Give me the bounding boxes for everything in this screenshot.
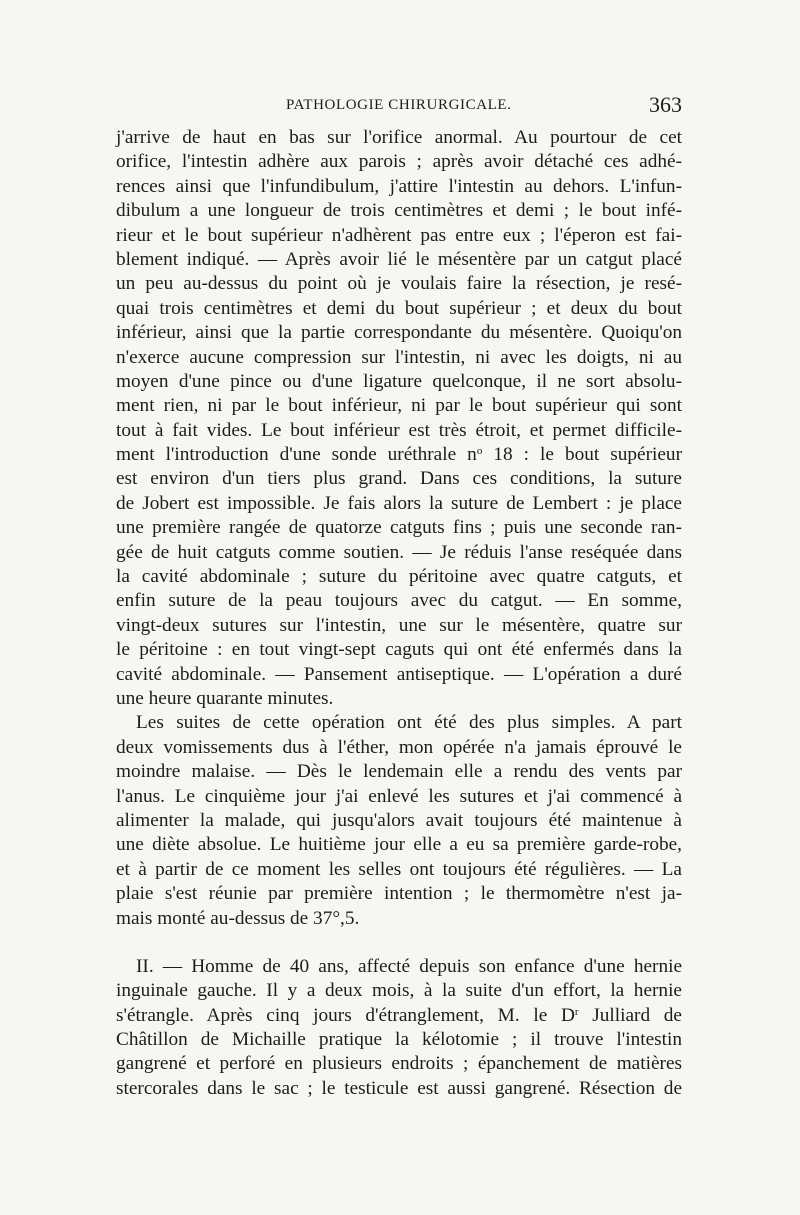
text-line: rences ainsi que l'infundibulum, j'attire l'intestin au dehors. L'infun- [116, 175, 682, 197]
superscript: r [574, 1005, 579, 1018]
text-line: gée de huit catguts comme soutien. — Je réduis l'anse reséquée dans [116, 541, 682, 563]
text-line: inguinale gauche. Il y a deux mois, à la suite d'un effort, la hernie [116, 980, 682, 1002]
text-line: l'anus. Le cinquième jour j'ai enlevé les sutures et j'ai commencé à [116, 785, 682, 807]
text-line: de Jobert est impossible. Je fais alors la suture de Lembert : je place [116, 492, 682, 514]
text-line: la cavité abdominale ; suture du péritoine avec quatre catguts, et [116, 566, 682, 588]
text-line: rieur et le bout supérieur n'adhèrent pas entre eux ; l'éperon est fai- [116, 224, 682, 246]
text-fragment: 18 : le bout supérieur [482, 444, 682, 466]
text-line: et à partir de ce moment les selles ont toujours été régulières. — La [116, 858, 682, 880]
text-line: gangrené et perforé en plusieurs endroits ; épanchement de matières [116, 1053, 682, 1075]
text-line: une diète absolue. Le huitième jour elle a eu sa première garde-robe, [116, 834, 682, 856]
text-line: ment rien, ni par le bout inférieur, ni par le bout supérieur qui sont [116, 395, 682, 417]
text-line: deux vomissements dus à l'éther, mon opérée n'a jamais éprouvé le [116, 736, 682, 758]
paragraph-first-line: II. — Homme de 40 ans, affecté depuis son enfance d'une hernie [136, 955, 682, 977]
text-line: un peu au-dessus du point où je voulais faire la résection, je resé- [116, 273, 682, 295]
text-line: enfin suture de la peau toujours avec du catgut. — En somme, [116, 590, 682, 612]
text-line: moyen d'une pince ou d'une ligature quelconque, il ne sort absolu- [116, 370, 682, 392]
text-line: mais monté au-dessus de 37°,5. [116, 907, 360, 929]
running-head [116, 92, 682, 121]
text-line: moindre malaise. — Dès le lendemain elle a rendu des vents par [116, 761, 682, 783]
text-line: stercorales dans le sac ; le testicule est aussi gangrené. Résection de [116, 1077, 682, 1099]
text-line [116, 1004, 682, 1028]
running-title: PATHOLOGIE CHIRURGICALE. [286, 97, 512, 113]
text-line: Châtillon de Michaille pratique la kélotomie ; il trouve l'intestin [116, 1029, 682, 1051]
text-line: vingt-deux sutures sur l'intestin, une sur le mésentère, quatre sur [116, 614, 682, 636]
text-line: plaie s'est réunie par première intention ; le thermomètre n'est ja- [116, 883, 682, 905]
text-line: tout à fait vides. Le bout inférieur est très étroit, et permet difficile- [116, 419, 682, 441]
page-number: 363 [649, 92, 682, 117]
text-line: une première rangée de quatorze catguts fins ; puis une seconde ran- [116, 517, 682, 539]
text-line [116, 443, 682, 467]
text-line: le péritoine : en tout vingt-sept caguts qui ont été enfermés dans la [116, 639, 682, 661]
text-line: n'exerce aucune compression sur l'intestin, ni avec les doigts, ni au [116, 346, 682, 368]
text-line: orifice, l'intestin adhère aux parois ; après avoir détaché ces adhé- [116, 151, 682, 173]
text-line: est environ d'un tiers plus grand. Dans ces conditions, la suture [116, 468, 682, 490]
text-line: inférieur, ainsi que la partie correspondante du mésentère. Quoiqu'on [116, 322, 682, 344]
text-line: alimenter la malade, qui jusqu'alors avait toujours été maintenue à [116, 809, 682, 831]
text-line: une heure quarante minutes. [116, 687, 334, 709]
text-line: quai trois centimètres et demi du bout supérieur ; et deux du bout [116, 297, 682, 319]
text-line: blement indiqué. — Après avoir lié le mésentère par un catgut placé [116, 248, 682, 270]
text-fragment: s'étrangle. Après cinq jours d'étranglement, M. le D [116, 1004, 575, 1026]
superscript: o [476, 445, 483, 458]
text-fragment: Julliard de [578, 1004, 682, 1026]
text-line: j'arrive de haut en bas sur l'orifice anormal. Au pourtour de cet [116, 127, 682, 148]
text-line: cavité abdominale. — Pansement antiseptique. — L'opération a duré [116, 663, 682, 685]
text-line: dibulum a une longueur de trois centimètres et demi ; le bout infé- [116, 200, 682, 222]
body-text [116, 126, 682, 1101]
section-gap [116, 931, 682, 955]
paragraph-first-line: Les suites de cette opération ont été des plus simples. A part [136, 712, 682, 734]
text-fragment: ment l'introduction d'une sonde uréthrale n [116, 444, 477, 466]
